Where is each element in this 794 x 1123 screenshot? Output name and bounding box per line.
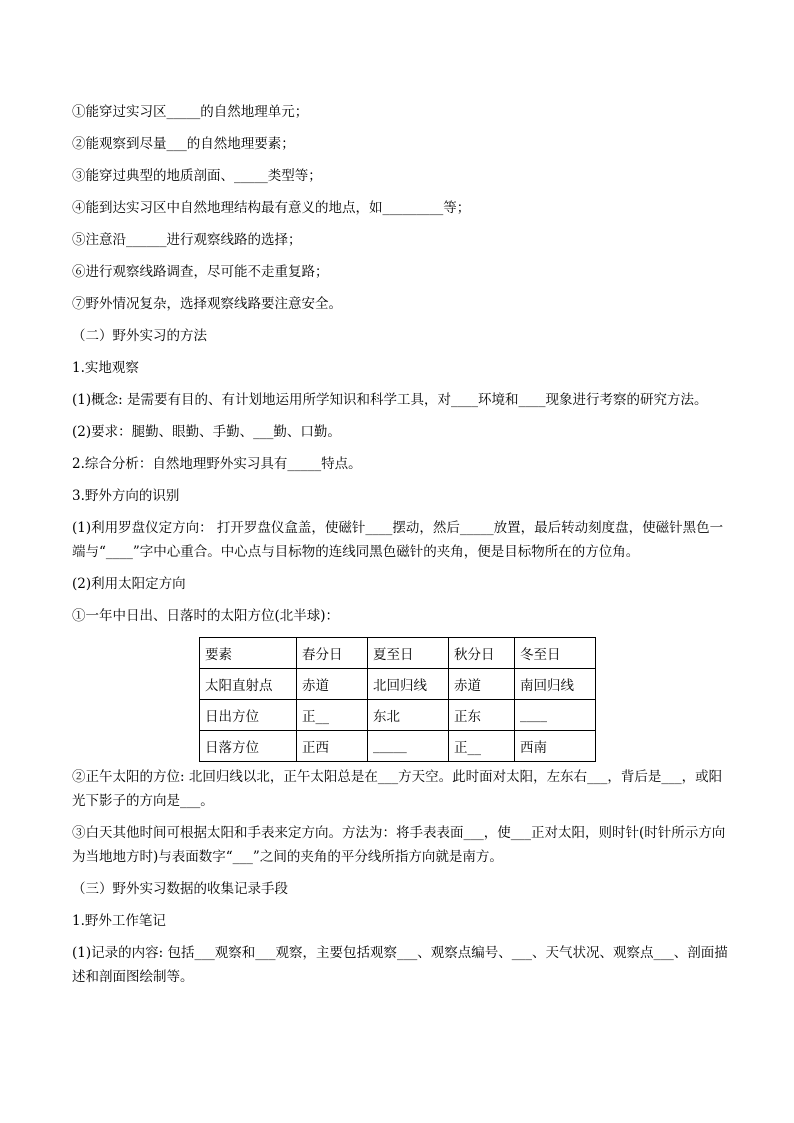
section-heading-methods: （二）野外实习的方法 [72, 328, 207, 344]
subheading-direction-identification: 3.野外方向的识别 [72, 488, 180, 504]
table-cell: 太阳直射点 [200, 669, 297, 700]
observation-requirements: (2)要求：腿勤、眼勤、手勤、___勤、口勤。 [72, 424, 341, 440]
document-page [72, 100, 732, 997]
table-header-cell: 冬至日 [515, 638, 596, 669]
table-header-cell: 秋分日 [449, 638, 515, 669]
table-cell: _____ [368, 731, 449, 762]
subheading-field-notes: 1.野外工作笔记 [72, 913, 166, 929]
table-cell: 赤道 [449, 669, 515, 700]
route-criterion-2: ②能观察到尽量___的自然地理要素； [72, 136, 295, 152]
table-header-cell: 要素 [200, 638, 297, 669]
table-cell: 日落方位 [200, 731, 297, 762]
route-criterion-4: ④能到达实习区中自然地理结构最有意义的地点，如_________等； [72, 200, 471, 216]
table-cell: 正西 [297, 731, 368, 762]
route-criterion-5: ⑤注意沿______进行观察线路的选择； [72, 232, 302, 248]
table-cell: 东北 [368, 700, 449, 731]
route-criterion-1: ①能穿过实习区_____的自然地理单元； [72, 104, 309, 120]
sun-position-table [199, 637, 596, 762]
route-criterion-6: ⑥进行观察线路调查，尽可能不走重复路； [72, 264, 329, 280]
observation-concept: (1)概念: 是需要有目的、有计划地运用所学知识和科学工具，对____环境和____现象进行考察的研究方法。 [72, 392, 708, 408]
table-cell: 正东 [449, 700, 515, 731]
route-criterion-3: ③能穿过典型的地质剖面、_____类型等； [72, 168, 322, 184]
table-cell: 日出方位 [200, 700, 297, 731]
table-header-cell: 春分日 [297, 638, 368, 669]
table-row [200, 669, 596, 700]
table-cell: ____ [515, 700, 596, 731]
table-header-row [200, 638, 596, 669]
record-content-paragraph: (1)记录的内容: 包括___观察和___观察，主要包括观察___、观察点编号、___、天气状况、观察点___、剖面描述和剖面图绘制等。 [72, 945, 728, 985]
table-cell: 西南 [515, 731, 596, 762]
table-cell: 南回归线 [515, 669, 596, 700]
section-heading-data-recording: （三）野外实习数据的收集记录手段 [72, 881, 288, 897]
comprehensive-analysis: 2.综合分析：自然地理野外实习具有_____特点。 [72, 456, 362, 472]
route-criterion-7: ⑦野外情况复杂，选择观察线路要注意安全。 [72, 296, 342, 312]
table-header-cell: 夏至日 [368, 638, 449, 669]
table-row [200, 700, 596, 731]
compass-method-paragraph: (1)利用罗盘仪定方向： 打开罗盘仪盒盖，使磁针____摆动，然后_____放置，最后转动刻度盘，使磁针黑色一端与“____”字中心重合。中心点与目标物的连线同黑色磁针的夹角，便是目标物所在的方位角。 [72, 520, 724, 560]
sunrise-sunset-intro: ①一年中日出、日落时的太阳方位(北半球)： [72, 608, 340, 624]
sun-direction-heading: (2)利用太阳定方向 [72, 576, 186, 592]
watch-method-paragraph: ③白天其他时间可根据太阳和手表来定方向。方法为：将手表表面___，使___正对太阳，则时针(时针所示方向为当地地方时)与表面数字“___”之间的夹角的平分线所指方向就是南方。 [72, 825, 726, 865]
table-cell: 赤道 [297, 669, 368, 700]
table-cell: 北回归线 [368, 669, 449, 700]
subheading-field-observation: 1.实地观察 [72, 360, 139, 376]
table-row [200, 731, 596, 762]
table-cell: 正__ [449, 731, 515, 762]
table-cell: 正__ [297, 700, 368, 731]
noon-sun-paragraph: ②正午太阳的方位: 北回归线以北，正午太阳总是在___方天空。此时面对太阳，左东右___，背后是___，或阳光下影子的方向是___。 [72, 769, 723, 809]
